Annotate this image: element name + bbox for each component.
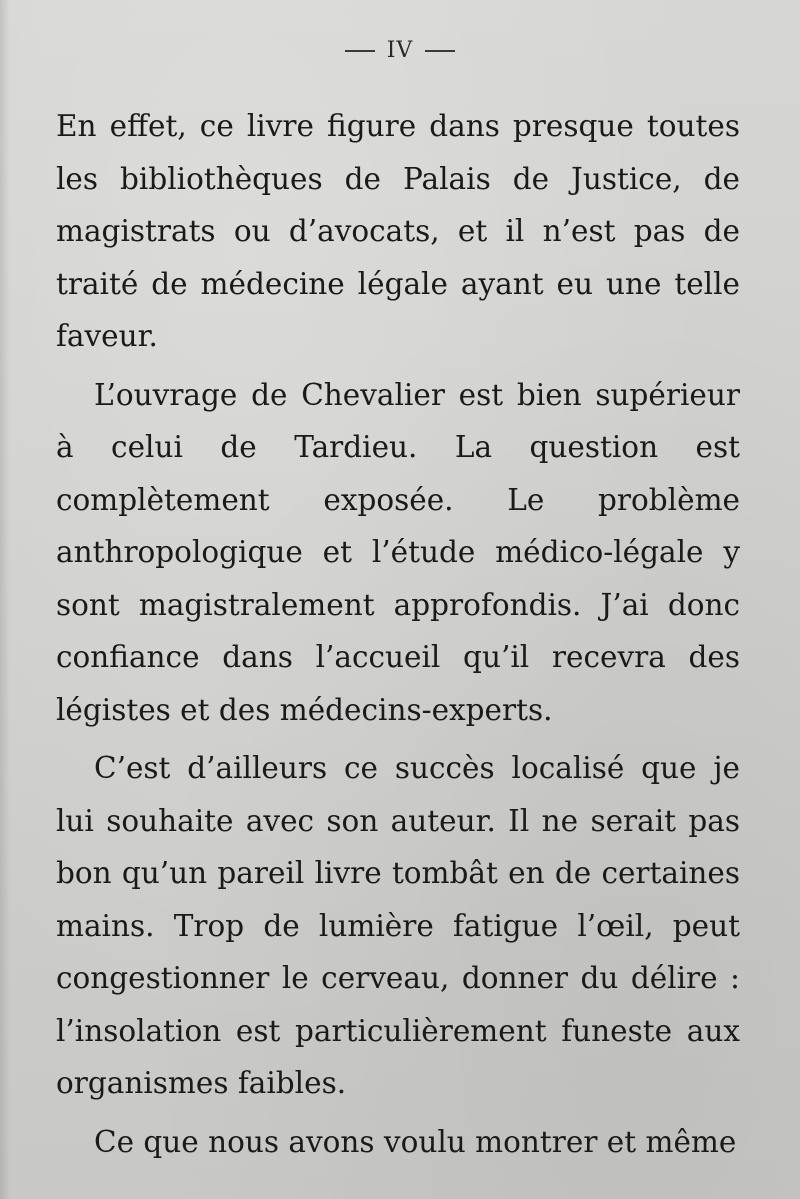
header-dash-left xyxy=(345,50,375,52)
body-text xyxy=(56,100,740,1168)
page-edge-shadow xyxy=(0,0,10,1199)
page-number: IV xyxy=(386,38,414,63)
paragraph-3: C’est d’ailleurs ce succès localisé que je lui souhaite avec son auteur. Il ne serait pas bon qu’un pareil livre tombât en de certaines mains. Trop de lumière fatigue l’œil, peut congestionner le cerveau, donner du délire : l’insolation est particulièrement funeste aux organismes faibles. xyxy=(56,751,740,1100)
paragraph-4: Ce que nous avons voulu montrer et même xyxy=(94,1124,737,1159)
paragraph-1: En effet, ce livre figure dans presque toutes les bibliothèques de Palais de Justice, de magistrats ou d’avocats, et il n’est pas de traité de médecine légale ayant eu une telle faveur. xyxy=(56,109,740,353)
paragraph-2: L’ouvrage de Chevalier est bien supérieur à celui de Tardieu. La question est complètement exposée. Le problème anthropologique et l’étude médico-légale y sont magistralement approfondis. J’ai donc confiance dans l’accueil qu’il recevra des légistes et des médecins-experts. xyxy=(56,377,740,727)
page-header xyxy=(0,38,800,63)
header-dash-right xyxy=(425,50,455,52)
